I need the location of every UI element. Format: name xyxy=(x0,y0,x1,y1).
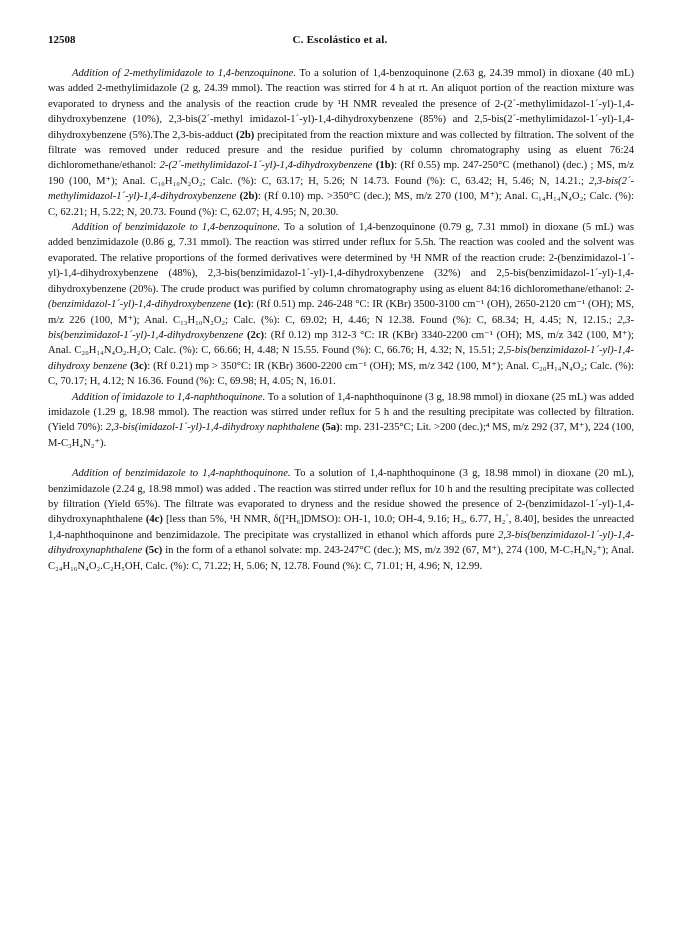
compound-label: (5c) xyxy=(145,545,163,557)
paragraph-benzimidazole-benzoquinone xyxy=(48,220,634,389)
body-text: : (Rf 0.12) mp 312-3 °C: IR (KBr) 3340-2200 cm⁻¹ (OH); MS, m/z 342 (100, M⁺); Anal. C₂₀H₁₄N₄O₂.H₂O; Calc. (%): C, 66.66; H, 4.48; N 15.55. Found (%): C, 66.76; H, 4.32; N, 15.51; xyxy=(48,329,634,357)
italic-text: 2,3-bis(imidazol-1´-yl)-1,4-dihydroxy naphthalene xyxy=(105,422,320,434)
compound-label: (5a) xyxy=(321,422,340,434)
body-text: precipitated from the reaction mixture and was collected by filtration. The solvent of the filtrate was removed under reduced presure and the residue purified by column chromatography using as eluent 76:24 dichloromethane/ethanol: xyxy=(48,129,634,172)
body-text: To a solution of 1,4-benzoquinone (0.79 g, 7.31 mmol) in dioxane (5 mL) was added benzimidazole (0.86 g, 7.31 mmol). The reaction was stirred under reflux for 5.5h. The reaction was cooled and the solvent was evaporated. The relative proportions of the formed derivatives were determined by ¹H NMR of the reaction crude: 2-(benzimidazol-1´-yl)-1,4-dihydroxybenzene (48%), 2,3-bis(benzimidazol-1´-yl)-1,4-dihydroxybenzene (32%) and 2,5-bis(benzimidazol-1´-yl)-1,4-dihydroxybenzene (20%). The crude product was purified by column chromatography using as eluent 84:16 dichloromethane/ethanol: xyxy=(48,222,634,295)
italic-text: Addition of 2-methylimidazole to 1,4-benzoquinone. xyxy=(72,68,296,79)
body-text: : (Rf 0.51) mp. 246-248 °C: IR (KBr) 3500-3100 cm⁻¹ (OH), 2650-2120 cm⁻¹ (OH); MS, m/z 226 (100, M⁺); Anal. C₁₃H₁₀N₂O₂; Calc. (%): C, 69.02; H, 4.46; N 12.38. Found (%): C, 68.34; H, 4.45; N, 12.15.; xyxy=(48,299,634,326)
body-text: : (Rf 0.10) mp. >350°C (dec.); MS, m/z 270 (100, M⁺); Anal. C₁₄H₁₄N₄O₂; Calc. (%): C, 62.21; H, 5.22; N, 20.73. Found (%): C, 62.07; H, 4.95; N, 20.30. xyxy=(48,191,634,218)
paragraph-methylimidazole-benzoquinone xyxy=(48,66,634,220)
italic-text: 2-(2´-methylimidazol-1´-yl)-1,4-dihydroxybenzene xyxy=(159,160,373,172)
body-text: : (Rf 0.55) mp. 247-250°C (methanol) (dec.) ; MS, m/z 190 (100, M⁺); Anal. C₁₀H₁₀N₂O₂; Calc. (%): C, 63.17; H, 5.26; N 14.73. Found (%): C, 63.42; H, 5.46; N, 14.21.; xyxy=(48,160,635,187)
compound-label: (2b) xyxy=(239,191,258,203)
compound-label: (3c) xyxy=(130,360,148,372)
running-title: C. Escolástico et al. xyxy=(292,34,388,46)
italic-text: 2,3-bis(2´-methylimidazol-1´-yl)-1,4-dihydroxybenzene xyxy=(48,175,634,203)
paragraph-benzimidazole-naphthoquinone xyxy=(48,466,634,574)
compound-label: (4c) xyxy=(145,514,163,526)
body-text: : mp. 231-235°C; Lit. >200 (dec.);⁴ MS, m/z 292 (37, M⁺), 224 (100, M-C₃H₄N₂⁺). xyxy=(48,422,635,449)
italic-text: Addition of benzimidazole to 1,4-benzoquinone. xyxy=(72,222,281,234)
paragraph-imidazole-naphthoquinone xyxy=(48,390,634,452)
body-text: [less than 5%, ¹H NMR, δ([²H₆]DMSO): OH-1, 10.0; OH-4, 9.16; H₃, 6.77, H₂´, 8.40], besides the unreacted 1,4-naphthoquinone and benzimidazole. The precipitate was crystallized in ethanol which affords pure xyxy=(48,514,634,541)
body-text: To a solution of 1,4-benzoquinone (2.63 g, 24.39 mmol) in dioxane (40 mL) was added 2-methylimidazole (2 g, 24.39 mmol). The reaction was stirred for 4 h at rt. An aliquot portion of the reaction mixture was evaporated to dryness and the analysis of the reaction crude by ¹H NMR revealed the presence of 2-(2´-methylimidazol-1´-yl)-1,4-dihydroxybenzene (10%), 2,3-bis(2´-methyl imidazol-1´-yl)-1,4-dihydroxybenzene (85%) and 2,5-bis(2´-methylimidazol-1´-yl)-1,4-dihydroxybenzene (5%).The 2,3-bis-adduct xyxy=(48,68,634,141)
italic-text: Addition of imidazole to 1,4-naphthoquinone. xyxy=(72,391,266,403)
body-text: To a solution of 1,4-naphthoquinone (3 g, 18.98 mmol) in dioxane (20 mL), benzimidazole (2.24 g, 18.98 mmol) was added . The reaction was stirred under reflux for 10 h and the resulting precipitate was collected by filtration (Yield 65%). The filtrate was evaporated to dryness and the residue showed the presence of 2-(benzimidazol-1´-yl)-1,4-dihydroxynaphthalene xyxy=(48,468,634,526)
italic-text: 2-(benzimidazol-1´-yl)-1,4-dihydroxybenzene xyxy=(48,283,634,311)
italic-text: 2,5-bis(benzimidazol-1´-yl)-1,4-dihydroxy benzene xyxy=(48,345,634,372)
italic-text: 2,3-bis(benzimidazol-1´-yl)-1,4-dihydroxynaphthalene xyxy=(48,529,634,557)
page-number: 12508 xyxy=(48,34,76,46)
compound-label: (2b) xyxy=(236,129,255,141)
compound-label: (2c) xyxy=(247,329,265,341)
article-body xyxy=(48,66,634,574)
body-text: To a solution of 1,4-naphthoquinone (3 g, 18.98 mmol) in dioxane (25 mL) was added imidazole (1.29 g, 18.98 mmol). The reaction was stirred under reflux for 5 h and the resulting precipitate was collected by filtration. (Yield 70%): xyxy=(48,391,634,434)
body-text: in the form of a ethanol solvate: mp. 243-247°C (dec.); MS, m/z 392 (67, M⁺), 274 (100, M-C₇H₆N₂⁺); Anal. C₂₄H₁₆N₄O₂.C₂H₅OH, Calc. (%): C, 71.22; H, 5.06; N, 12.78. Found (%): C, 71.01; H, 4.96; N, 12.99. xyxy=(48,545,634,572)
italic-text: Addition of benzimidazole to 1,4-naphthoquinone. xyxy=(72,468,291,480)
body-text: : (Rf 0.21) mp > 350°C: IR (KBr) 3600-2200 cm⁻¹ (OH); MS, m/z 342 (100, M⁺); Anal. C₂₀H₁₄N₄O₂; Calc. (%): C, 70.17; H, 4.12; N 16.36. Found (%): C, 69.98; H, 4.05; N, 16.01. xyxy=(48,360,634,388)
italic-text: 2,3-bis(benzimidazol-1´-yl)-1,4-dihydroxybenzene xyxy=(48,314,634,341)
compound-label: (1b) xyxy=(375,160,395,172)
compound-label: (1c) xyxy=(233,299,251,311)
